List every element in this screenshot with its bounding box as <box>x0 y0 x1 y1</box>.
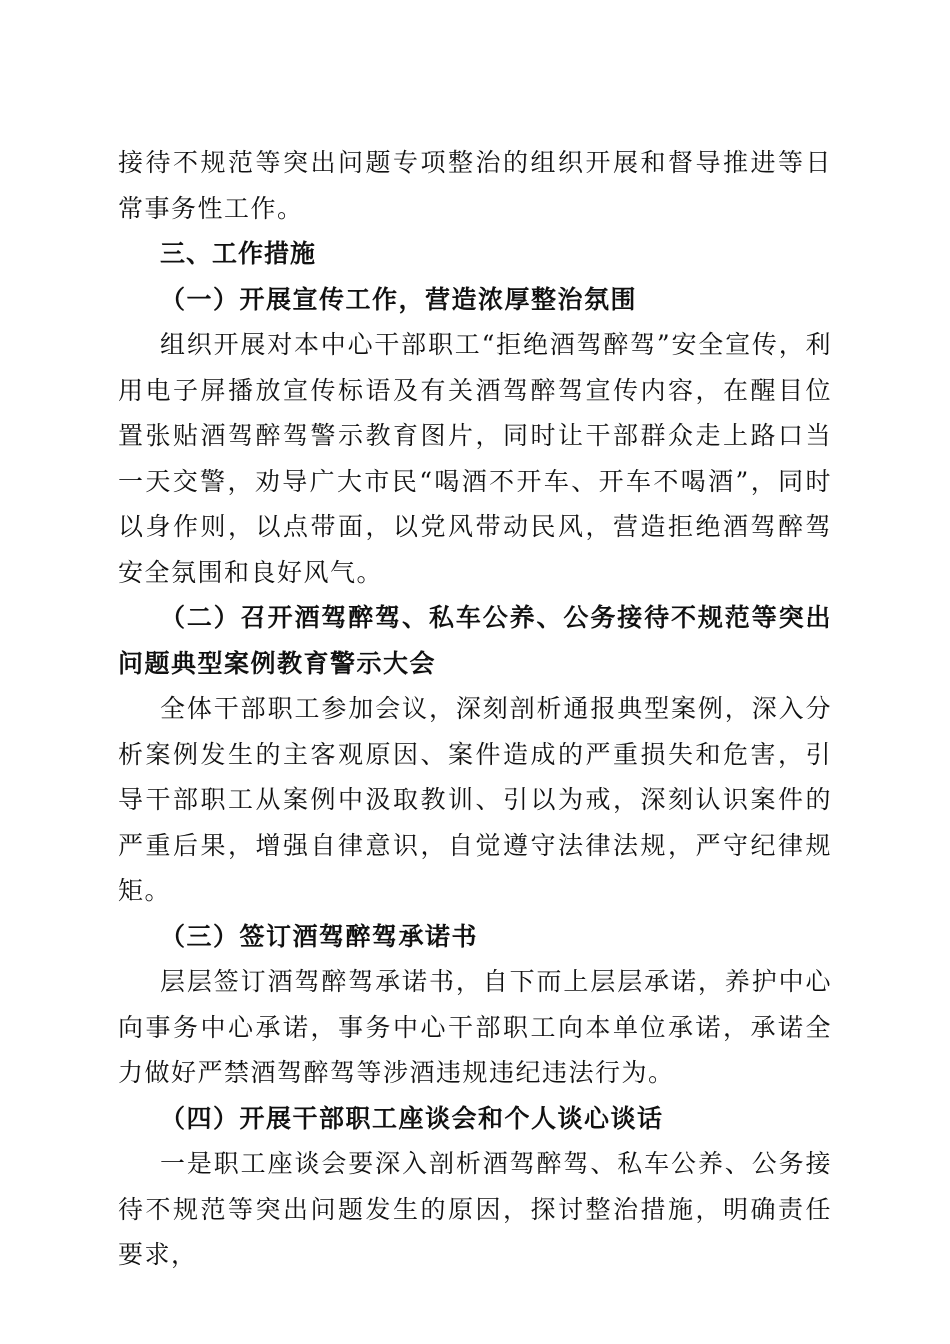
paragraph-continued: 接待不规范等突出问题专项整治的组织开展和督导推进等日常事务性工作。 <box>118 148 832 223</box>
section-heading-work-measures: 三、工作措施 <box>160 239 317 268</box>
paragraph-pledge: 层层签订酒驾醉驾承诺书，自下而上层层承诺，养护中心向事务中心承诺，事务中心干部职工向本单位承诺，承诺全力做好严禁酒驾醉驾等涉酒违规违纪违法行为。 <box>118 967 832 1087</box>
document-body <box>118 140 832 1278</box>
subheading-forum: （四）开展干部职工座谈会和个人谈心谈话 <box>160 1103 664 1133</box>
subheading-pledge: （三）签订酒驾醉驾承诺书 <box>160 921 479 951</box>
paragraph-forum: 一是职工座谈会要深入剖析酒驾醉驾、私车公养、公务接待不规范等突出问题发生的原因，探讨整治措施，明确责任要求， <box>118 1149 832 1269</box>
paragraph-publicity: 组织开展对本中心干部职工“拒绝酒驾醉驾”安全宣传，利用电子屏播放宣传标语及有关酒驾醉驾宣传内容，在醒目位置张贴酒驾醉驾警示教育图片，同时让干部群众走上路口当一天交警，劝导广大市民“喝酒不开车、开车不喝酒”，同时以身作则，以点带面，以党风带动民风，营造拒绝酒驾醉驾安全氛围和良好风气。 <box>118 330 832 587</box>
subheading-publicity: （一）开展宣传工作，营造浓厚整治氛围 <box>160 284 638 314</box>
subheading-warning-meeting: （二）召开酒驾醉驾、私车公养、公务接待不规范等突出问题典型案例教育警示大会 <box>118 603 832 678</box>
paragraph-warning-meeting: 全体干部职工参加会议，深刻剖析通报典型案例，深入分析案例发生的主客观原因、案件造成的严重损失和危害，引导干部职工从案例中汲取教训、引以为戒，深刻认识案件的严重后果，增强自律意识，自觉遵守法律法规，严守纪律规矩。 <box>118 694 832 905</box>
